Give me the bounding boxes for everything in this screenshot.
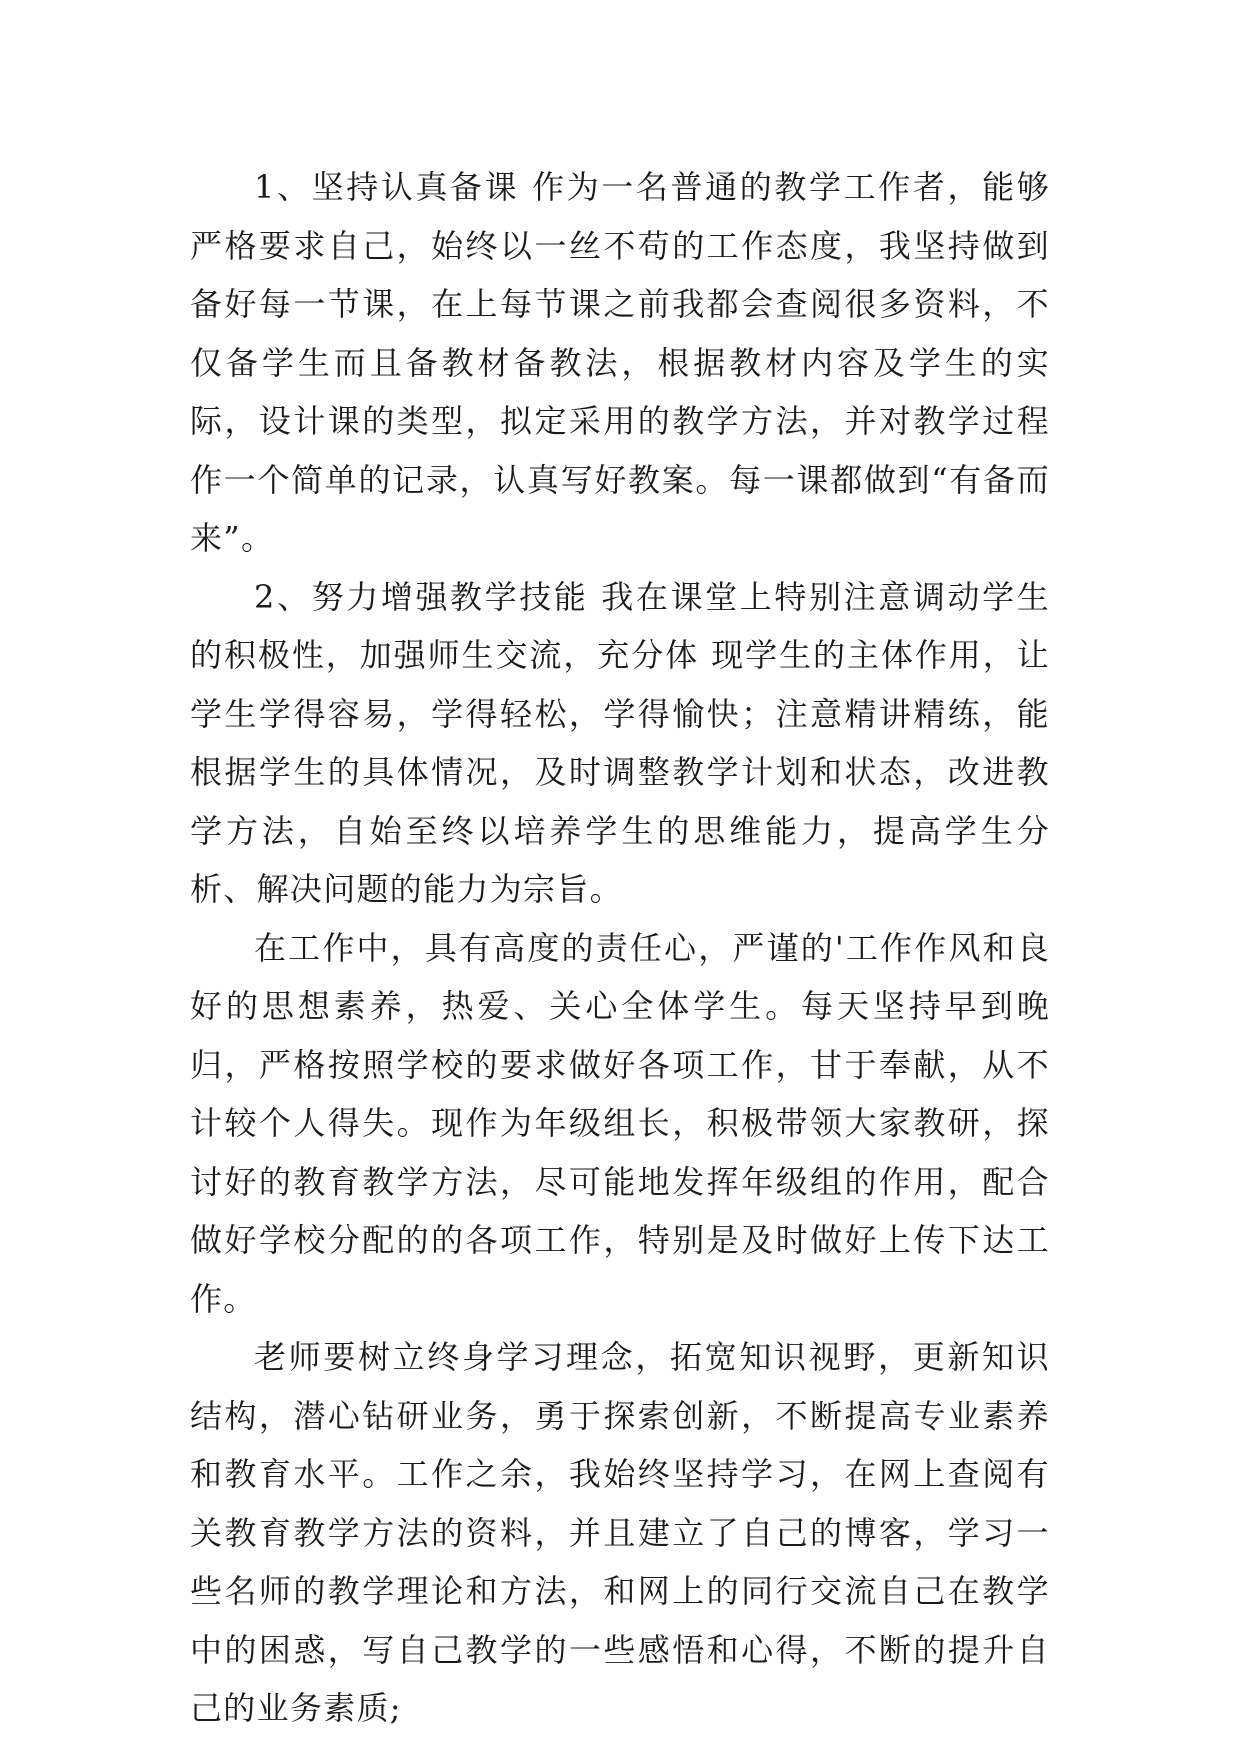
paragraph-lifelong-learning: 老师要树立终身学习理念，拓宽知识视野，更新知识结构，潜心钻研业务，勇于探索创新，不断提高专业素养和教育水平。工作之余，我始终坚持学习，在网上查阅有关教育教学方法的资料，并且建立了自己的博客，学习一些名师的教学理论和方法，和网上的同行交流自己在教学中的困惑，写自己教学的一些感悟和心得，不断的提升自己的业务素质; [190, 1338, 1050, 1727]
paragraph-teaching-skills: 2、努力增强教学技能 我在课堂上特别注意调动学生的积极性，加强师生交流，充分体 现学生的主体作用，让学生学得容易，学得轻松，学得愉快；注意精讲精练，能根据学生的具体情况，及时调整教学计划和状态，改进教学方法，自始至终以培养学生的思维能力，提高学生分析、解决问题的能力为宗旨。 [190, 577, 1050, 908]
paragraph-work-attitude: 在工作中，具有高度的责任心，严谨的'工作作风和良好的思想素养，热爱、关心全体学生。每天坚持早到晚归，严格按照学校的要求做好各项工作，甘于奉献，从不计较个人得失。现作为年级组长，积极带领大家教研，探讨好的教育教学方法，尽可能地发挥年级组的作用，配合做好学校分配的的各项工作，特别是及时做好上传下达工作。 [190, 928, 1050, 1318]
document-body [190, 158, 1050, 1738]
paragraph-lesson-preparation: 1、坚持认真备课 作为一名普通的教学工作者，能够严格要求自己，始终以一丝不苟的工作态度，我坚持做到备好每一节课，在上每节课之前我都会查阅很多资料，不仅备学生而且备教材备教法，根据教材内容及学生的实际，设计课的类型，拟定采用的教学方法，并对教学过程作一个简单的记录，认真写好教案。每一课都做到“有备而来”。 [190, 168, 1050, 557]
